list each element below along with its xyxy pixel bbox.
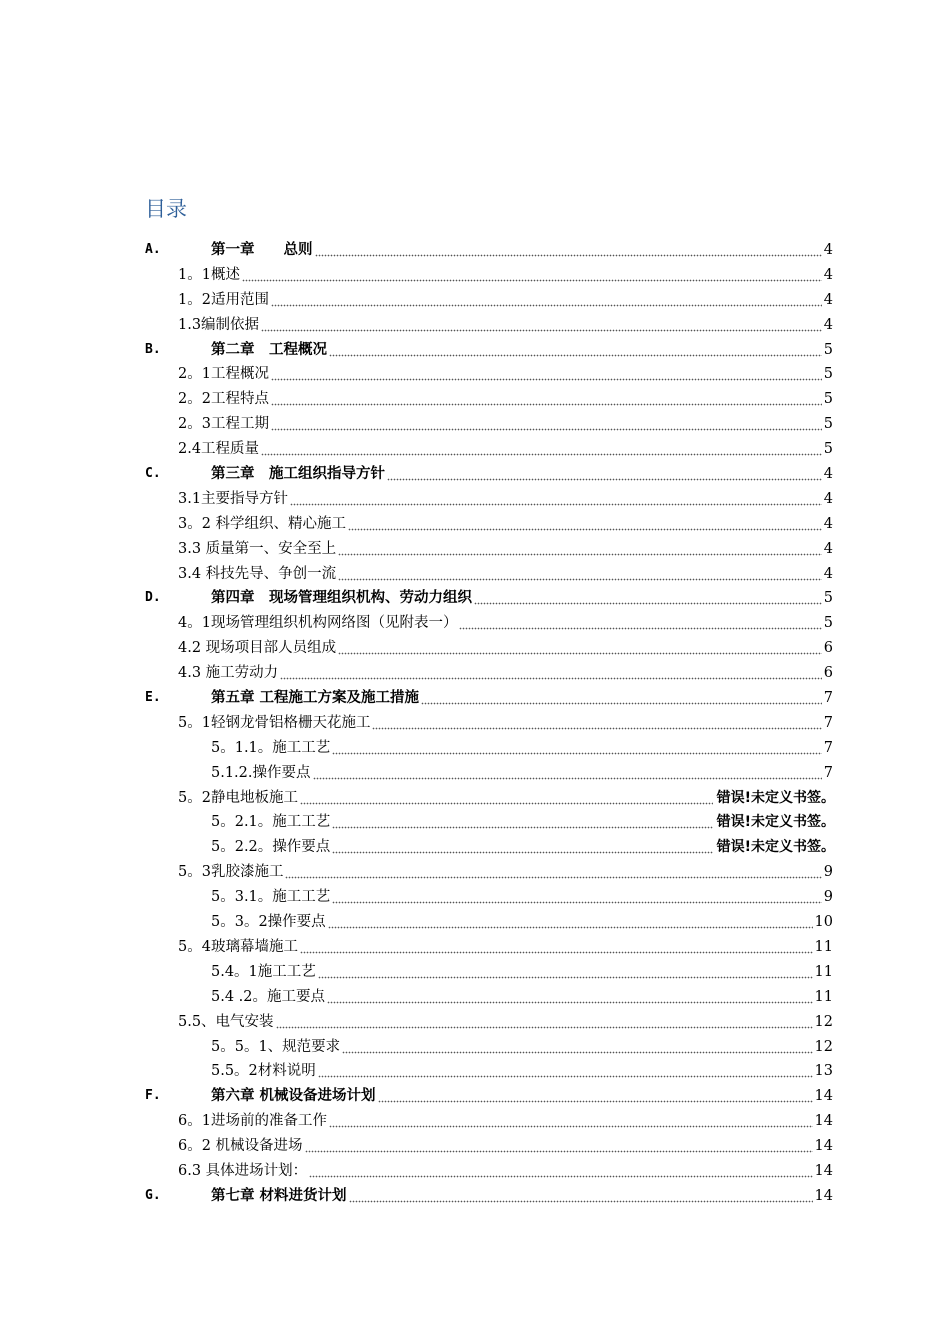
toc-entry-text: 5。3乳胶漆施工 — [178, 860, 285, 885]
toc-entry-text: 第三章 施工组织指导方针 — [211, 462, 387, 487]
toc-dot-leader — [459, 611, 822, 636]
toc-title: 目录 — [145, 197, 187, 221]
toc-entry-text: 4.3 施工劳动力 — [178, 661, 280, 686]
toc-page-number: 14 — [813, 1084, 833, 1109]
toc-entry[interactable] — [145, 960, 833, 985]
toc-dot-leader — [242, 263, 822, 288]
toc-entry[interactable] — [145, 1109, 833, 1134]
toc-dot-leader — [349, 1184, 813, 1209]
toc-dot-leader — [271, 387, 822, 412]
toc-entry[interactable] — [145, 412, 833, 437]
toc-entry-text: 5。1.1。施工工艺 — [211, 736, 332, 761]
toc-entry-label: G. — [145, 1187, 161, 1203]
toc-page-number: 5 — [822, 586, 833, 611]
toc-page-number: 11 — [813, 935, 833, 960]
toc-entry[interactable] — [145, 512, 833, 537]
toc-dot-leader — [290, 487, 822, 512]
toc-entry[interactable] — [145, 562, 833, 587]
toc-entry-label: D. — [145, 590, 161, 606]
toc-entry-text: 6。1进场前的准备工作 — [178, 1109, 329, 1134]
toc-dot-leader — [348, 512, 822, 537]
toc-entry-text: 1。2适用范围 — [178, 288, 271, 313]
toc-page-number: 7 — [822, 736, 833, 761]
toc-entry-text: 第二章 工程概况 — [211, 338, 329, 363]
toc-entry-text: 5.5。2材料说明 — [211, 1059, 318, 1084]
toc-dot-leader — [329, 1109, 813, 1134]
toc-dot-leader — [332, 736, 822, 761]
toc-page-number: 4 — [822, 288, 833, 313]
toc-entry-text: 6。2 机械设备进场 — [178, 1134, 305, 1159]
toc-entry[interactable] — [145, 885, 833, 910]
toc-dot-leader — [300, 935, 813, 960]
toc-page-number: 14 — [813, 1184, 833, 1209]
toc-page-number: 5 — [822, 412, 833, 437]
toc-entry-text: 5。2.1。施工工艺 — [211, 810, 332, 835]
toc-entry-text: 第四章 现场管理组织机构、劳动力组织 — [211, 586, 474, 611]
toc-page-number: 4 — [822, 537, 833, 562]
toc-dot-leader — [271, 288, 822, 313]
table-of-contents — [145, 238, 833, 1209]
toc-entry-text: 5.4 .2。施工要点 — [211, 985, 327, 1010]
toc-page-number: 4 — [822, 462, 833, 487]
toc-entry-text: 1.3编制依据 — [178, 313, 261, 338]
toc-dot-leader — [332, 885, 822, 910]
toc-dot-leader — [387, 462, 822, 487]
toc-entry[interactable] — [145, 761, 833, 786]
toc-entry[interactable] — [145, 860, 833, 885]
toc-dot-leader — [332, 810, 713, 835]
toc-entry[interactable] — [145, 462, 833, 487]
toc-entry-text: 第七章 材料进货计划 — [211, 1184, 349, 1209]
toc-dot-leader — [329, 338, 822, 363]
toc-entry-text: 2。2工程特点 — [178, 387, 271, 412]
toc-entry[interactable] — [145, 985, 833, 1010]
toc-dot-leader — [313, 761, 822, 786]
toc-dot-leader — [327, 985, 813, 1010]
toc-entry[interactable] — [145, 586, 833, 611]
toc-entry[interactable] — [145, 786, 833, 811]
toc-entry-text: 5。4玻璃幕墙施工 — [178, 935, 300, 960]
toc-dot-leader — [338, 636, 822, 661]
toc-page-number: 5 — [822, 362, 833, 387]
toc-entry-text: 1。1概述 — [178, 263, 242, 288]
toc-page-number: 7 — [822, 761, 833, 786]
toc-entry[interactable] — [145, 537, 833, 562]
toc-entry-text: 3.3 质量第一、安全至上 — [178, 537, 338, 562]
toc-dot-leader — [328, 910, 813, 935]
toc-entry[interactable] — [145, 611, 833, 636]
toc-entry[interactable] — [145, 238, 833, 263]
toc-entry-text: 2.4工程质量 — [178, 437, 261, 462]
toc-entry-text: 5。5。1、规范要求 — [211, 1035, 342, 1060]
toc-page-number: 9 — [822, 885, 833, 910]
toc-dot-leader — [271, 362, 822, 387]
toc-entry-text: 5。3.1。施工工艺 — [211, 885, 332, 910]
toc-entry-label: C. — [145, 466, 161, 482]
toc-entry-text: 6.3 具体进场计划： — [178, 1159, 309, 1184]
toc-page-number: 错误!未定义书签。 — [715, 786, 835, 811]
toc-page-number: 4 — [822, 313, 833, 338]
toc-dot-leader — [261, 437, 822, 462]
toc-page-number: 5 — [822, 338, 833, 363]
toc-page-number: 12 — [813, 1035, 833, 1060]
toc-entry[interactable] — [145, 487, 833, 512]
toc-entry[interactable] — [145, 1184, 833, 1209]
toc-page-number: 6 — [822, 661, 833, 686]
toc-entry[interactable] — [145, 437, 833, 462]
toc-page-number: 11 — [813, 960, 833, 985]
toc-dot-leader — [332, 835, 713, 860]
toc-page-number: 10 — [813, 910, 833, 935]
toc-page-number: 6 — [822, 636, 833, 661]
toc-page-number: 错误!未定义书签。 — [715, 835, 835, 860]
toc-entry-label: F. — [145, 1088, 161, 1104]
toc-entry[interactable] — [145, 387, 833, 412]
toc-dot-leader — [342, 1035, 813, 1060]
toc-page-number: 14 — [813, 1134, 833, 1159]
toc-page-number: 4 — [822, 562, 833, 587]
toc-dot-leader — [276, 1010, 813, 1035]
toc-entry-text: 第一章 总则 — [211, 238, 315, 263]
toc-entry[interactable] — [145, 362, 833, 387]
toc-page-number: 7 — [822, 711, 833, 736]
toc-entry-text: 5。3。2操作要点 — [211, 910, 328, 935]
toc-entry[interactable] — [145, 686, 833, 711]
toc-dot-leader — [309, 1159, 813, 1184]
toc-dot-leader — [318, 960, 813, 985]
toc-entry[interactable] — [145, 288, 833, 313]
toc-page-number: 12 — [813, 1010, 833, 1035]
toc-entry-text: 5.5、电气安装 — [178, 1010, 276, 1035]
toc-entry-text: 3.1主要指导方针 — [178, 487, 290, 512]
toc-dot-leader — [474, 586, 822, 611]
toc-dot-leader — [378, 1084, 813, 1109]
toc-entry-text: 4.2 现场项目部人员组成 — [178, 636, 338, 661]
toc-entry-text: 5。1轻钢龙骨铝格栅天花施工 — [178, 711, 372, 736]
toc-entry-text: 第六章 机械设备进场计划 — [211, 1084, 378, 1109]
toc-page-number: 4 — [822, 263, 833, 288]
toc-dot-leader — [280, 661, 822, 686]
toc-page-number: 5 — [822, 611, 833, 636]
toc-entry[interactable] — [145, 1010, 833, 1035]
toc-entry-text: 4。1现场管理组织机构网络图（见附表一） — [178, 611, 459, 636]
toc-entry-text: 5。2.2。操作要点 — [211, 835, 332, 860]
toc-entry[interactable] — [145, 313, 833, 338]
toc-page-number: 5 — [822, 437, 833, 462]
toc-entry-text: 3.4 科技先导、争创一流 — [178, 562, 338, 587]
toc-page-number: 5 — [822, 387, 833, 412]
toc-entry[interactable] — [145, 636, 833, 661]
toc-page-number: 14 — [813, 1159, 833, 1184]
toc-entry-label: B. — [145, 341, 161, 357]
toc-page-number: 错误!未定义书签。 — [715, 810, 835, 835]
toc-dot-leader — [300, 786, 713, 811]
toc-dot-leader — [315, 238, 822, 263]
toc-page-number: 4 — [822, 512, 833, 537]
toc-entry[interactable] — [145, 835, 833, 860]
toc-entry-label: E. — [145, 690, 161, 706]
toc-entry[interactable] — [145, 910, 833, 935]
toc-page-number: 14 — [813, 1109, 833, 1134]
toc-dot-leader — [338, 537, 822, 562]
toc-entry-text: 5。2静电地板施工 — [178, 786, 300, 811]
toc-entry[interactable] — [145, 1035, 833, 1060]
toc-entry[interactable] — [145, 338, 833, 363]
toc-entry[interactable] — [145, 1059, 833, 1084]
toc-entry-text: 3。2 科学组织、精心施工 — [178, 512, 348, 537]
toc-entry-text: 5.1.2.操作要点 — [211, 761, 313, 786]
toc-page-number: 13 — [813, 1059, 833, 1084]
toc-dot-leader — [372, 711, 822, 736]
toc-page-number: 4 — [822, 487, 833, 512]
toc-dot-leader — [285, 860, 822, 885]
toc-dot-leader — [261, 313, 822, 338]
toc-page-number: 9 — [822, 860, 833, 885]
toc-dot-leader — [421, 686, 822, 711]
toc-entry[interactable] — [145, 736, 833, 761]
toc-entry[interactable] — [145, 1084, 833, 1109]
toc-entry-text: 2。3工程工期 — [178, 412, 271, 437]
toc-dot-leader — [271, 412, 822, 437]
toc-entry-label: A. — [145, 242, 161, 257]
toc-entry[interactable] — [145, 810, 833, 835]
toc-entry-text: 2。1工程概况 — [178, 362, 271, 387]
toc-dot-leader — [338, 562, 822, 587]
toc-entry[interactable] — [145, 1159, 833, 1184]
toc-entry-text: 第五章 工程施工方案及施工措施 — [211, 686, 421, 711]
toc-entry[interactable] — [145, 711, 833, 736]
toc-entry[interactable] — [145, 263, 833, 288]
toc-dot-leader — [305, 1134, 813, 1159]
toc-dot-leader — [318, 1059, 813, 1084]
toc-entry[interactable] — [145, 661, 833, 686]
toc-entry-text: 5.4。1施工工艺 — [211, 960, 318, 985]
toc-entry[interactable] — [145, 935, 833, 960]
toc-entry[interactable] — [145, 1134, 833, 1159]
toc-page-number: 11 — [813, 985, 833, 1010]
toc-page-number: 4 — [822, 238, 833, 263]
toc-page-number: 7 — [822, 686, 833, 711]
